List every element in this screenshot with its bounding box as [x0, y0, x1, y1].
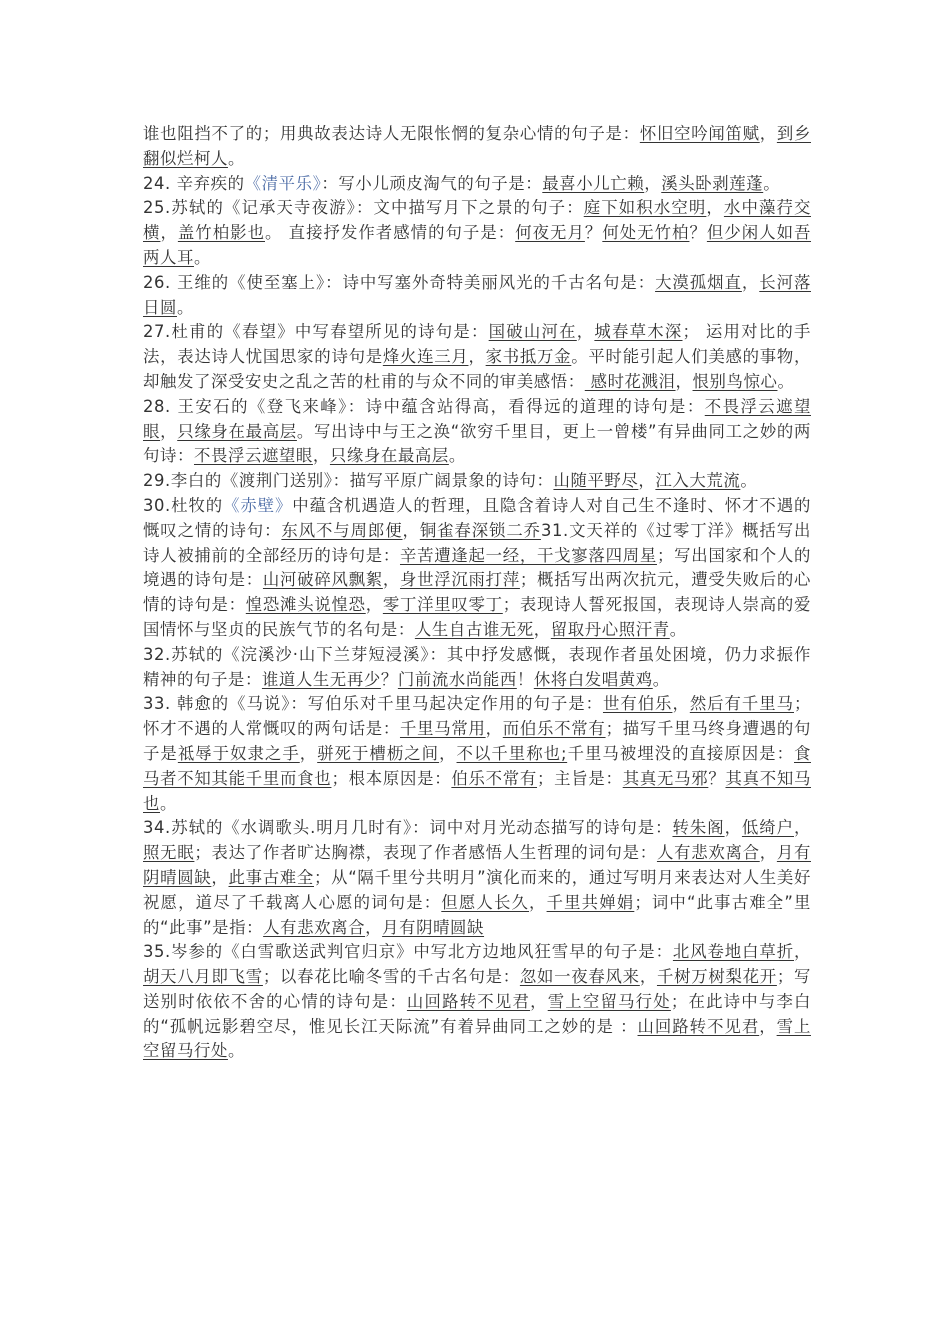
prompt-text: ；表达了作者旷达胸襟，表现了作者感悟人生哲理的词句是：	[194, 843, 657, 863]
answer-text: 骈死于槽枥之间	[317, 743, 440, 763]
prompt-text: ；描写千里马终身遭遇的句子是	[143, 719, 811, 763]
prompt-text: ！	[516, 669, 534, 689]
title-link[interactable]: 《清平乐》	[244, 173, 322, 193]
answer-text: 恨别鸟惊心	[692, 371, 778, 391]
paragraph-item-27	[143, 320, 811, 394]
prompt-text: ；在此诗中与李白的“孤帆远影碧空尽，惟见长江天际流”有着异曲同工之妙的是 ：	[143, 991, 812, 1036]
prompt-text: ，	[794, 942, 812, 962]
prompt-text: ？	[584, 223, 603, 243]
prompt-text: ？	[708, 768, 726, 788]
prompt-text: 。	[669, 619, 687, 639]
prompt-text: ，	[312, 446, 330, 466]
prompt-text: ，	[160, 223, 178, 243]
prompt-text: 。	[176, 297, 194, 317]
answer-text: 但愿人长久	[441, 892, 530, 912]
answer-text: 月有阴晴圆缺	[382, 917, 485, 937]
answer-text: 其真无马邪	[622, 768, 709, 788]
answer-text: 怀旧空吟闻笛赋	[639, 124, 760, 143]
prompt-text: ，	[741, 272, 760, 292]
answer-text: 休将白发唱黄鸡	[533, 669, 653, 689]
prompt-text: ，	[759, 843, 777, 863]
answer-text: 人有悲欢离合	[656, 843, 760, 863]
answer-text: 到乡翻似烂柯人	[143, 124, 811, 168]
prompt-text: ，	[402, 520, 420, 540]
prompt-text: ，	[160, 421, 178, 441]
prompt-text: ，	[639, 967, 657, 987]
answer-text: 伯乐不常有	[451, 768, 538, 788]
prompt-text: ，	[299, 743, 318, 763]
prompt-text: ； 运用对比的手法，表达诗人忧国思家的诗句是	[143, 322, 812, 367]
answer-text: 溪头卧剥莲蓬	[661, 173, 764, 193]
answer-text: 只缘身在最高层	[177, 421, 297, 441]
prompt-text: ：写小儿顽皮淘气的句子是：	[321, 173, 543, 193]
prompt-text: ，	[759, 1016, 777, 1036]
prompt-text: 。	[740, 471, 758, 491]
prompt-text: ，	[644, 173, 662, 193]
prompt-text: 27.杜甫的《春望》中写春望所见的诗句是：	[143, 322, 489, 342]
answer-text: 城春草木深	[594, 322, 683, 342]
prompt-text: ，	[382, 570, 400, 590]
answer-text: 东风不与周郎便	[281, 520, 403, 540]
prompt-text: 。平时能引起人们美感的事物，却触发了深受安史之乱之苦的杜甫的与众不同的审美感悟：	[143, 347, 811, 391]
prompt-text: ，	[529, 892, 547, 912]
prompt-text: ；从“隔千里兮共明月”演化而来的，通过写明月来表达对人生美好祝愿，道尽了千载离人心愿的词句是：	[143, 867, 812, 912]
prompt-text: 32.苏轼的《浣溪沙·山下兰芽短浸溪》：其中抒发感慨，表现作者虽处困境，仍力求振作精神的句子是：	[143, 644, 811, 689]
prompt-text: 35.岑参的《白雪歌送武判官归京》中写北方边地风狂雪早的句子是：	[143, 942, 673, 962]
prompt-text: ？	[689, 223, 707, 243]
answer-text: 此事古难全	[228, 867, 314, 887]
paragraph-item-30-31	[143, 494, 811, 643]
prompt-text: 34.苏轼的《水调歌头.明月几时有》：词中对月光动态描写的诗句是：	[143, 818, 673, 838]
answer-text: 江入大荒流	[655, 471, 741, 491]
prompt-text: 30.杜牧的	[143, 495, 224, 515]
prompt-text: ，	[439, 743, 457, 763]
answer-text: 不畏浮云遮望眼	[193, 446, 313, 466]
prompt-text: 中蕴含机遇造人的哲理，且隐含着诗人对自己生不逢时、怀才不遇的慨叹之情的诗句：	[143, 495, 811, 540]
paragraph-item-28	[143, 395, 811, 469]
answer-text: 盖竹柏影也	[177, 223, 265, 243]
prompt-text: 。	[193, 247, 211, 267]
answer-text: 谁道人生无再少	[261, 669, 381, 689]
prompt-text: 谁也阻挡不了的；用典故表达诗人无限怅惘的复杂心情的句子是：	[143, 124, 640, 143]
prompt-text: 。写出诗中与王之涣“欲穷千里目，更上一曾楼”有异曲同工之妙的两句诗：	[143, 421, 812, 466]
prompt-text: 千里马被埋没的直接原因是：	[567, 743, 794, 763]
prompt-text: ；词中“此事古难全”里的“此事”是指：	[143, 892, 811, 937]
answer-text: 水中藻荇交横	[143, 198, 811, 243]
answer-text: 食马者不知其能千里而食也	[143, 743, 811, 788]
answer-text: 胡天八月即飞雪	[143, 967, 263, 987]
prompt-text: ；概括写出两次抗元，遭受失败后的心情的诗句是：	[143, 570, 811, 615]
paragraph-item-34	[143, 816, 811, 940]
paragraph-item-33	[143, 692, 811, 816]
answer-text: 千里马常用	[399, 719, 486, 739]
answer-text: 铜雀春深锁二乔	[419, 520, 541, 540]
answer-text: 山回路转不见君	[637, 1016, 760, 1036]
prompt-text: ，	[211, 867, 229, 887]
prompt-text: ，	[365, 917, 383, 937]
prompt-text: ，	[759, 124, 777, 143]
paragraph-item-35	[143, 940, 811, 1064]
prompt-text: ，	[530, 991, 548, 1011]
paragraph-item-32	[143, 643, 811, 693]
prompt-text: ；表现诗人誓死报国，表现诗人崇高的爱国情怀与坚贞的民族气节的名句是：	[143, 595, 811, 639]
answer-text: 世有伯乐	[602, 694, 673, 714]
answer-text: 门前流水尚能西	[397, 669, 517, 689]
prompt-text: 25.苏轼的《记承天寺夜游》：文中描写月下之景的句子：	[143, 198, 584, 218]
answer-text: 大漠孤烟直	[655, 272, 742, 292]
paragraph-item-24	[143, 172, 811, 197]
answer-text: 雪上空留马行处	[143, 1016, 811, 1061]
paragraph-continuation	[143, 122, 811, 172]
answer-text: 照无眠	[143, 843, 195, 863]
prompt-text: ；根本原因是：	[331, 768, 452, 788]
prompt-text: 。	[227, 1041, 245, 1061]
prompt-text: ；以春花比喻冬雪的千古名句是：	[262, 967, 520, 987]
answer-text: 山随平野尽	[553, 471, 639, 491]
answer-text: 人有悲欢离合	[263, 917, 366, 937]
prompt-text: 。	[227, 148, 245, 168]
answer-text: 千里共婵娟	[546, 892, 635, 912]
prompt-text: ，	[365, 595, 383, 615]
answer-text: 其真不知马也	[143, 768, 811, 813]
answer-text: 何处无竹柏	[602, 223, 690, 243]
answer-text: 零丁洋里叹零丁	[382, 595, 503, 615]
document-body	[143, 122, 811, 1064]
answer-text: 然后有千里马	[689, 694, 794, 714]
answer-text: 长河落日圆	[143, 272, 811, 317]
prompt-text: ，	[638, 471, 656, 491]
prompt-text: 31.文天祥的《过零丁洋》概括写出诗人被捕前的全部经历的诗句是：	[143, 520, 812, 565]
prompt-text: 33. 韩愈的《马说》：写伯乐对千里马起决定作用的句子是：	[143, 694, 603, 714]
answer-text: 辛苦遭逢起一经，干戈寥落四周星	[399, 545, 657, 565]
paragraph-item-26	[143, 271, 811, 321]
paragraph-item-25	[143, 196, 811, 270]
prompt-text: 29.李白的《渡荆门送别》：描写平原广阔景象的诗句：	[143, 471, 554, 491]
prompt-text: 28. 王安石的《登飞来峰》：诗中蕴含站得高，看得远的道理的诗句是：	[143, 396, 705, 416]
paragraph-item-29	[143, 469, 811, 494]
answer-text: 月有阴晴圆缺	[143, 843, 811, 887]
answer-text: 家书抵万金	[485, 347, 572, 367]
prompt-text: ；怀才不遇的人常慨叹的两句话是：	[143, 694, 811, 739]
prompt-text: ，	[533, 619, 551, 639]
prompt-text: ，	[468, 347, 486, 367]
answer-text: 祗辱于奴隶之手	[177, 743, 300, 763]
prompt-text: 24. 辛弃疾的	[143, 173, 245, 193]
answer-text: 雪上空留马行处	[547, 991, 671, 1011]
answer-text: 最喜小儿亡赖	[542, 173, 645, 193]
answer-text: 感时花溅泪	[584, 371, 676, 391]
prompt-text: ；写送别时依依不舍的心情的诗句是：	[143, 967, 811, 1011]
answer-text: 庭下如积水空明	[583, 198, 707, 218]
answer-text: 何夜无月	[515, 223, 585, 243]
answer-text: 人生自古谁无死	[414, 619, 534, 639]
answer-text: 北风卷地白草折	[672, 942, 795, 962]
prompt-text: 26. 王维的《使至塞上》：诗中写塞外奇特美丽风光的千古名句是：	[143, 272, 656, 292]
answer-text: 山回路转不见君	[406, 991, 531, 1011]
answer-text: 身世浮沉雨打萍	[399, 570, 520, 590]
prompt-text: ，	[485, 719, 503, 739]
answer-text: 国破山河在	[488, 322, 577, 342]
prompt-text: 。	[160, 793, 177, 813]
answer-text: 而伯乐不常有	[502, 719, 606, 739]
answer-text: 千树万树梨花开	[656, 967, 777, 987]
title-link[interactable]: 《赤壁》	[223, 495, 293, 515]
answer-text: 转朱阁	[672, 818, 725, 838]
prompt-text: ，	[675, 371, 693, 391]
answer-text: 只缘身在最高层	[329, 446, 449, 466]
prompt-text: 。	[652, 669, 670, 689]
answer-text: 不以千里称也;	[456, 743, 568, 763]
prompt-text: 。	[777, 371, 795, 391]
prompt-text: ，	[706, 198, 724, 218]
prompt-text: ？	[380, 669, 398, 689]
answer-text: 但少闲人如吾两人耳	[143, 223, 812, 267]
answer-text: 烽火连三月	[382, 347, 469, 367]
answer-text: 不畏浮云遮望眼	[143, 396, 811, 441]
prompt-text: ，	[576, 322, 595, 342]
prompt-text: ，	[672, 694, 690, 714]
answer-text: 惶恐滩头说惶恐	[245, 595, 366, 615]
prompt-text: ，	[794, 818, 811, 838]
prompt-text: ，	[724, 818, 742, 838]
answer-text: 忽如一夜春风来	[519, 967, 640, 987]
prompt-text: 。	[448, 446, 466, 466]
prompt-text: 。	[763, 173, 781, 193]
prompt-text: ；主旨是：	[537, 768, 623, 788]
prompt-text: 。 直接抒发作者感情的句子是：	[265, 223, 516, 243]
answer-text: 低绮户	[741, 818, 794, 838]
answer-text: 山河破碎风飘絮	[262, 570, 383, 590]
answer-text: 留取丹心照汗青	[550, 619, 670, 639]
prompt-text: ；写出国家和个人的境遇的诗句是：	[143, 545, 812, 590]
